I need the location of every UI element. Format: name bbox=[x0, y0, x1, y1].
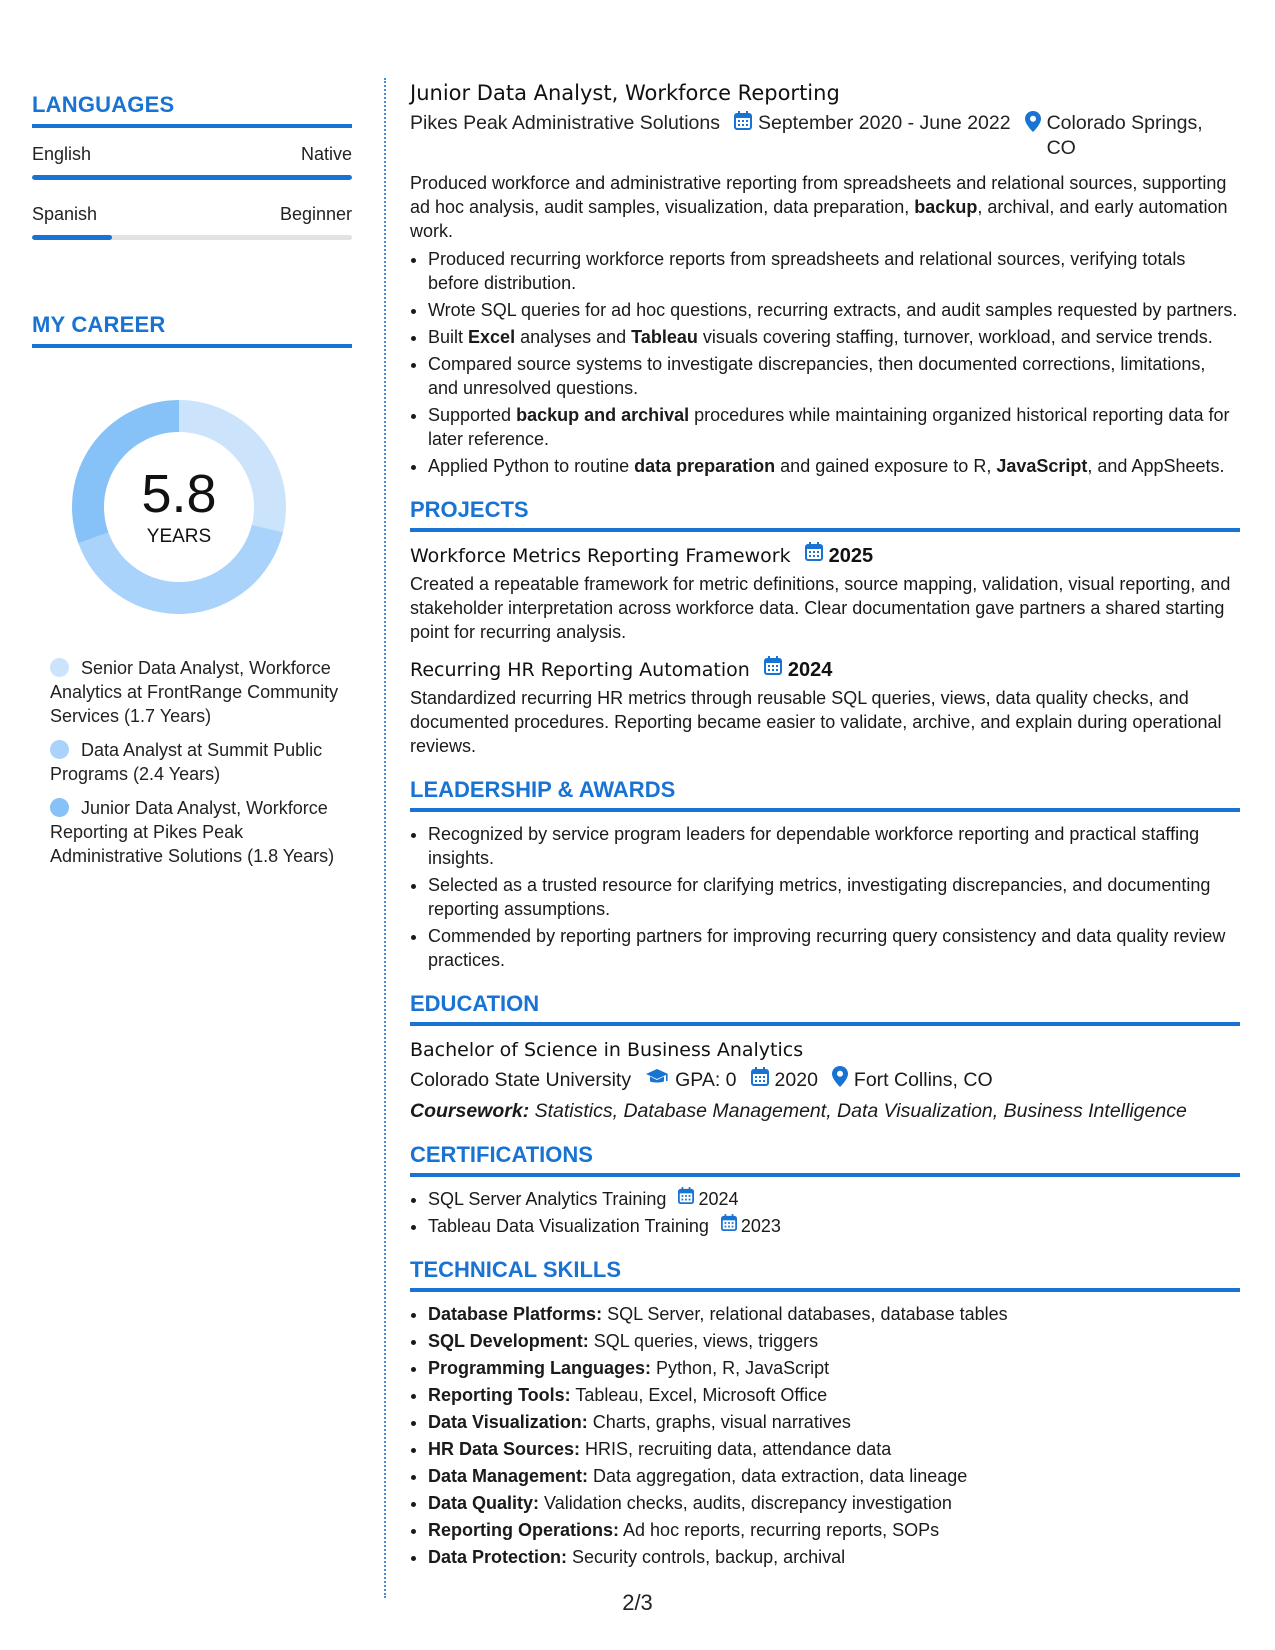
languages-heading: LANGUAGES bbox=[32, 92, 352, 128]
map-pin-icon bbox=[832, 1066, 848, 1093]
job-meta bbox=[410, 111, 1240, 161]
legend-dot bbox=[50, 798, 69, 817]
job-company: Pikes Peak Administrative Solutions bbox=[410, 112, 720, 134]
education-location: Fort Collins, CO bbox=[853, 1068, 993, 1091]
career-total-years: 5.8 bbox=[141, 464, 217, 524]
skill-item bbox=[428, 1437, 1240, 1461]
calendar-icon bbox=[734, 111, 752, 138]
coursework-label: Coursework: bbox=[410, 1100, 530, 1122]
career-legend-item bbox=[50, 656, 352, 728]
summary-text: Produced workforce and administrative reporting from spreadsheets and relational sources, supporting ad hoc analysis, audit samples, visualization, data preparation, bbox=[410, 173, 1227, 217]
skill-item bbox=[428, 1356, 1240, 1380]
career-legend-item bbox=[50, 796, 352, 868]
language-proficiency-bar bbox=[32, 175, 352, 180]
map-pin-icon bbox=[1025, 111, 1041, 139]
job-bullet: • Produced recurring workforce reports from spreadsheets and relational sources, verifying totals before distribution. bbox=[428, 247, 1240, 295]
skill-label: HR Data Sources: bbox=[428, 1439, 581, 1459]
certification-year: 2023 bbox=[740, 1216, 781, 1236]
skill-value: Ad hoc reports, recurring reports, SOPs bbox=[619, 1520, 940, 1540]
calendar-icon bbox=[678, 1187, 694, 1211]
education-school: Colorado State University bbox=[410, 1068, 632, 1091]
language-level: Beginner bbox=[279, 204, 352, 224]
language-name: Spanish bbox=[32, 204, 98, 224]
skills-list bbox=[410, 1302, 1240, 1569]
project-item bbox=[410, 542, 1240, 644]
skill-item bbox=[428, 1518, 1240, 1542]
career-legend-item bbox=[50, 738, 352, 786]
career-legend bbox=[32, 656, 352, 868]
skill-value: SQL Server, relational databases, database tables bbox=[602, 1304, 1008, 1324]
project-name: Workforce Metrics Reporting Framework bbox=[410, 545, 791, 567]
bullet-text: Supported bbox=[428, 405, 517, 425]
bullet-text: analyses and bbox=[515, 327, 632, 347]
skill-label: Reporting Tools: bbox=[428, 1385, 571, 1405]
bullet-text: procedures while maintaining organized historical reporting data for later reference. bbox=[428, 405, 1230, 449]
project-name: Recurring HR Reporting Automation bbox=[410, 659, 750, 681]
leadership-item: • Selected as a trusted resource for clarifying metrics, investigating discrepancies, and documenting reporting assumptions. bbox=[428, 873, 1240, 921]
language-proficiency-fill bbox=[32, 175, 352, 180]
job-bullet: • Wrote SQL queries for ad hoc questions, recurring extracts, and audit samples requested by partners. bbox=[428, 298, 1240, 322]
skill-value: Tableau, Excel, Microsoft Office bbox=[570, 1385, 828, 1405]
right-column bbox=[410, 78, 1240, 1572]
skill-label: Data Visualization: bbox=[428, 1412, 588, 1432]
skills-heading: TECHNICAL SKILLS bbox=[410, 1258, 1240, 1292]
skill-value: SQL queries, views, triggers bbox=[588, 1331, 819, 1351]
career-heading: MY CAREER bbox=[32, 312, 352, 348]
job-bullet bbox=[428, 454, 1240, 478]
education-coursework bbox=[410, 1099, 1240, 1123]
column-divider bbox=[384, 78, 386, 1598]
languages-list bbox=[32, 144, 352, 240]
language-proficiency-bar bbox=[32, 235, 352, 240]
job-bullets bbox=[410, 247, 1240, 478]
job-dates: September 2020 - June 2022 bbox=[757, 112, 1011, 134]
skill-item bbox=[428, 1329, 1240, 1353]
language-name: English bbox=[32, 144, 92, 164]
skill-label: Database Platforms: bbox=[428, 1304, 603, 1324]
page-number: 2/3 bbox=[622, 1590, 653, 1615]
education-meta bbox=[410, 1066, 1240, 1093]
leadership-list bbox=[410, 822, 1240, 972]
career-donut-chart bbox=[64, 392, 294, 622]
job-bullet: • Compared source systems to investigate discrepancies, then documented corrections, limitations, and unresolved questions. bbox=[428, 352, 1240, 400]
coursework-list: Statistics, Database Management, Data Visualization, Business Intelligence bbox=[529, 1100, 1187, 1122]
job-title: Junior Data Analyst, Workforce Reporting bbox=[410, 81, 840, 105]
donut-center bbox=[64, 392, 294, 622]
language-level: Native bbox=[300, 144, 352, 164]
leadership-item: • Recognized by service program leaders for dependable workforce reporting and practical staffing insights. bbox=[428, 822, 1240, 870]
skill-value: Charts, graphs, visual narratives bbox=[587, 1412, 851, 1432]
calendar-icon bbox=[721, 1214, 737, 1238]
skill-value: HRIS, recruiting data, attendance data bbox=[580, 1439, 892, 1459]
certification-name: • Tableau Data Visualization Training bbox=[428, 1216, 709, 1236]
skill-value: Python, R, JavaScript bbox=[651, 1358, 830, 1378]
language-item bbox=[32, 204, 352, 240]
skill-item bbox=[428, 1464, 1240, 1488]
education-gpa: GPA: 0 bbox=[675, 1068, 737, 1091]
project-description: Standardized recurring HR metrics through reusable SQL queries, views, data quality checks, and documented procedures. Reporting became easier to validate, archive, and explain during operational reviews. bbox=[410, 688, 1222, 756]
summary-bold: backup bbox=[914, 197, 978, 217]
skill-label: Data Management: bbox=[428, 1466, 589, 1486]
legend-dot bbox=[50, 740, 69, 759]
project-item bbox=[410, 656, 1240, 758]
project-description: Created a repeatable framework for metric definitions, source mapping, validation, visual reporting, and stakeholder interpretation across workforce data. Clear documentation gave partners a shared starting point for recurring analysis. bbox=[410, 574, 1231, 642]
bullet-bold: backup and archival bbox=[516, 405, 690, 425]
projects-heading: PROJECTS bbox=[410, 498, 1240, 532]
skill-item bbox=[428, 1383, 1240, 1407]
skill-item bbox=[428, 1410, 1240, 1434]
calendar-icon bbox=[751, 1067, 769, 1093]
skill-label: SQL Development: bbox=[428, 1331, 589, 1351]
career-years-unit: YEARS bbox=[146, 526, 212, 547]
skill-item bbox=[428, 1545, 1240, 1569]
job-location: Colorado Springs, CO bbox=[1046, 112, 1203, 159]
skill-label: Reporting Operations: bbox=[428, 1520, 620, 1540]
career-legend-label: Senior Data Analyst, Workforce Analytics at FrontRange Community Services (1.7 Years) bbox=[50, 658, 339, 726]
project-year: 2024 bbox=[787, 659, 833, 681]
graduation-cap-icon bbox=[645, 1068, 669, 1092]
certification-year: 2024 bbox=[698, 1189, 739, 1209]
language-item bbox=[32, 144, 352, 180]
project-year: 2025 bbox=[828, 545, 874, 567]
skill-label: Data Protection: bbox=[428, 1547, 568, 1567]
certification-name: • SQL Server Analytics Training bbox=[428, 1189, 667, 1209]
education-heading: EDUCATION bbox=[410, 992, 1240, 1026]
career-legend-label: Junior Data Analyst, Workforce Reporting at Pikes Peak Administrative Solutions (1.8 Years) bbox=[50, 798, 335, 866]
education-year: 2020 bbox=[774, 1068, 818, 1091]
bullet-bold: Excel bbox=[468, 327, 516, 347]
education-degree: Bachelor of Science in Business Analytics bbox=[410, 1039, 804, 1061]
skill-value: Validation checks, audits, discrepancy investigation bbox=[539, 1493, 952, 1513]
bullet-bold: JavaScript bbox=[996, 456, 1088, 476]
summary-text: , archival, and early automation work. bbox=[410, 197, 1228, 241]
left-column bbox=[32, 92, 352, 878]
skill-item bbox=[428, 1491, 1240, 1515]
skill-label: Programming Languages: bbox=[428, 1358, 652, 1378]
certification-item bbox=[428, 1187, 1240, 1211]
bullet-text: Applied Python to routine bbox=[428, 456, 635, 476]
job-summary bbox=[410, 171, 1240, 243]
bullet-text: and gained exposure to R, bbox=[775, 456, 997, 476]
skill-label: Data Quality: bbox=[428, 1493, 540, 1513]
leadership-heading: LEADERSHIP & AWARDS bbox=[410, 778, 1240, 812]
bullet-bold: data preparation bbox=[634, 456, 776, 476]
bullet-text: Built bbox=[428, 327, 469, 347]
skill-item bbox=[428, 1302, 1240, 1326]
bullet-text: , and AppSheets. bbox=[1087, 456, 1225, 476]
legend-dot bbox=[50, 658, 69, 677]
career-legend-label: Data Analyst at Summit Public Programs (2.4 Years) bbox=[50, 740, 323, 784]
skill-value: Security controls, backup, archival bbox=[567, 1547, 846, 1567]
certifications-list bbox=[410, 1187, 1240, 1238]
certifications-heading: CERTIFICATIONS bbox=[410, 1143, 1240, 1177]
job-bullet bbox=[428, 325, 1240, 349]
calendar-icon bbox=[764, 656, 782, 684]
bullet-bold: Tableau bbox=[631, 327, 698, 347]
job-bullet bbox=[428, 403, 1240, 451]
leadership-item: • Commended by reporting partners for improving recurring query consistency and data quality review practices. bbox=[428, 924, 1240, 972]
calendar-icon bbox=[805, 542, 823, 570]
skill-value: Data aggregation, data extraction, data lineage bbox=[588, 1466, 968, 1486]
bullet-text: visuals covering staffing, turnover, workload, and service trends. bbox=[697, 327, 1213, 347]
language-proficiency-fill bbox=[32, 235, 112, 240]
certification-item bbox=[428, 1214, 1240, 1238]
